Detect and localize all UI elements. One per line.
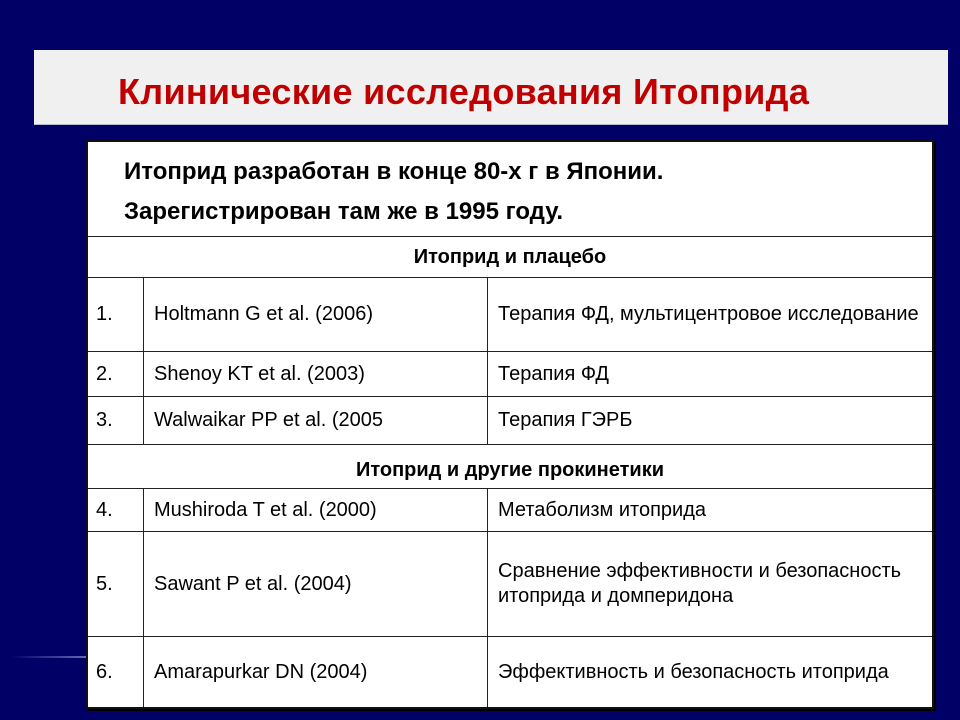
decorative-line bbox=[10, 656, 88, 658]
section-heading-prokinetics: Итоприд и другие прокинетики bbox=[88, 445, 932, 489]
row-author: Walwaikar PP et al. (2005 bbox=[144, 397, 488, 444]
row-description: Терапия ГЭРБ bbox=[498, 409, 633, 431]
row-author: Holtmann G et al. (2006) bbox=[144, 278, 488, 351]
table-row bbox=[88, 397, 932, 445]
row-number: 1. bbox=[88, 278, 144, 351]
title-box bbox=[34, 50, 948, 125]
row-description: Метаболизм итоприда bbox=[498, 498, 707, 521]
row-number: 2. bbox=[88, 352, 144, 396]
table-row bbox=[88, 637, 932, 707]
slide-title: Клинические исследования Итоприда bbox=[118, 71, 810, 112]
table-row bbox=[88, 352, 932, 397]
row-author: Mushiroda T et al. (2000) bbox=[144, 489, 488, 531]
row-number: 3. bbox=[88, 397, 144, 444]
row-number: 4. bbox=[88, 489, 144, 531]
studies-table bbox=[86, 140, 934, 709]
table-row bbox=[88, 489, 932, 532]
row-description: Терапия ФД, мультицентровое исследование bbox=[498, 303, 919, 325]
row-author: Sawant P et al. (2004) bbox=[144, 532, 488, 636]
section-heading-placebo: Итоприд и плацебо bbox=[88, 237, 932, 278]
row-number: 6. bbox=[88, 637, 144, 707]
row-author: Shenoy KT et al. (2003) bbox=[144, 352, 488, 396]
row-description: Эффективность и безопасность итоприда bbox=[498, 660, 889, 683]
intro-line-1: Итоприд разработан в конце 80-х г в Японии. bbox=[124, 158, 664, 185]
table-row bbox=[88, 532, 932, 637]
row-description: Сравнение эффективности и безопасность итоприда и домперидона bbox=[498, 560, 902, 607]
row-author: Amarapurkar DN (2004) bbox=[144, 637, 488, 707]
row-description: Терапия ФД bbox=[498, 362, 609, 385]
intro-line-2: Зарегистрирован там же в 1995 году. bbox=[124, 198, 564, 225]
table-row bbox=[88, 278, 932, 352]
row-number: 5. bbox=[88, 532, 144, 636]
intro-block bbox=[88, 142, 932, 237]
